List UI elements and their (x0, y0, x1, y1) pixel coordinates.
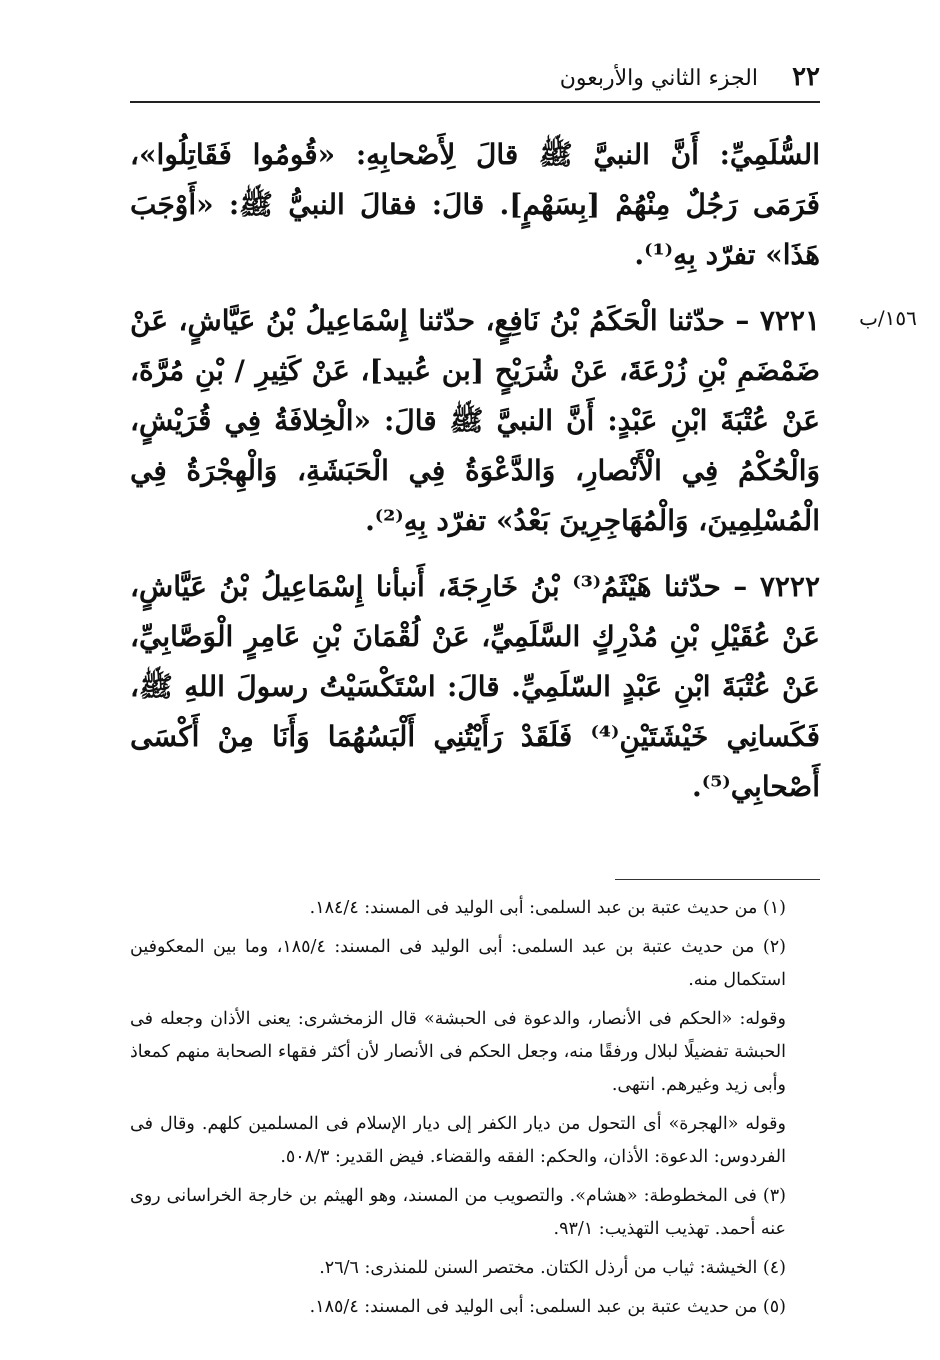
footnote-5: (٥) من حديث عتبة بن عبد السلمى: أبى الوليد فى المسند: ١٨٥/٤. (309, 1297, 786, 1317)
paragraph-continuation: السُّلَمِيِّ: أَنَّ النبيَّ ﷺ قالَ لِأَصْحابِهِ: «قُومُوا فَقَاتِلُوا»، فَرَمَى رَجُلٌ مِنْهُمْ [بِسَهْمٍ]. قالَ: فقالَ النبيُّ ﷺ: «أَوْجَبَ هَذَا» تفرّد بِهِ⁽¹⁾. (130, 138, 820, 271)
footnote-1: (١) من حديث عتبة بن عبد السلمى: أبى الوليد فى المسند: ١٨٤/٤. (309, 898, 786, 918)
footnotes (130, 892, 820, 1330)
header-rule (130, 101, 820, 103)
page-header (130, 58, 820, 102)
footnote-3: (٣) فى المخطوطة: «هشام». والتصويب من المسند، وهو الهيثم بن خارجة الخراسانى روى عنه أحمد. تهذيب التهذيب: ٩٣/١. (130, 1186, 786, 1239)
footnote-2: (٢) من حديث عتبة بن عبد السلمى: أبى الوليد فى المسند: ١٨٥/٤، وما بين المعكوفين استكمال منه. (130, 937, 786, 990)
footnote-2-note-a: وقوله: «الحكم فى الأنصار، والدعوة فى الحبشة» قال الزمخشرى: يعنى الأذان وجعله فى الحبشة تفضيلًا لبلال ورفقًا منه، وجعل الحكم فى الأنصار لأن أكثر فقهاء الصحابة منهم كمعاذ وأبى زيد وغيرهم. انتهى. (130, 1009, 786, 1095)
footnote-2-note-b: وقوله «الهجرة» أى التحول من ديار الكفر إلى ديار الإسلام فى المسلمين كلهم. وقال فى الفردوس: الدعوة: الأذان، والحكم: الفقه والقضاء. فيض القدير: ٥٠٨/٣. (130, 1114, 786, 1167)
footnote-separator (615, 879, 820, 880)
manuscript-folio-note: ١٥٦/ب (859, 306, 917, 330)
page-number: ٢٢ (792, 62, 820, 92)
part-title: الجزء الثاني والأربعون (559, 66, 758, 91)
main-text (130, 130, 820, 828)
hadith-7222: ٧٢٢٢ – حدّثنا هَيْثَمُ⁽³⁾ بْنُ خَارِجَةَ، أَنبأنا إِسْمَاعِيلُ بْنُ عَيَّاشٍ، عَنْ عُقَيْلِ بْنِ مُدْرِكٍ السَّلَمِيِّ، عَنْ لُقْمَانَ بْنِ عَامِرٍ الْوَصَّابِيِّ، عَنْ عُتْبَةَ ابْنِ عَبْدٍ السّلَمِيِّ. قالَ: اسْتَكْسَيْتُ رسولَ اللهِ ﷺ، فَكَسانِي خَيْشَتَيْنِ⁽⁴⁾ فَلَقَدْ رَأَيْتُنِي أَلْبَسُهُمَا وَأَنَا مِنْ أَكْسَى أَصْحابِي⁽⁵⁾. (130, 570, 821, 803)
hadith-7221: ٧٢٢١ – حدّثنا الْحَكَمُ بْنُ نَافِعٍ، حدّثنا إِسْمَاعِيلُ بْنُ عَيَّاشٍ، عَنْ ضَمْضَمِ بْنِ زُرْعَةَ، عَنْ شُرَيْحٍ [بن عُبيد]، عَنْ كَثِيرِ / بْنِ مُرَّةَ، عَنْ عُتْبَةَ ابْنِ عَبْدٍ: أَنَّ النبيَّ ﷺ قالَ: «الْخِلافَةُ فِي قُرَيْشٍ، وَالْحُكْمُ فِي الْأَنْصارِ، وَالدَّعْوَةُ فِي الْحَبَشَةِ، وَالْهِجْرَةُ فِي الْمُسْلِمِينَ، وَالْمُهَاجِرِينَ بَعْدُ» تفرّد بِهِ⁽²⁾. (130, 304, 820, 537)
footnote-4: (٤) الخيشة: ثياب من أرذل الكتان. مختصر السنن للمنذرى: ٢٦/٦. (319, 1258, 786, 1278)
